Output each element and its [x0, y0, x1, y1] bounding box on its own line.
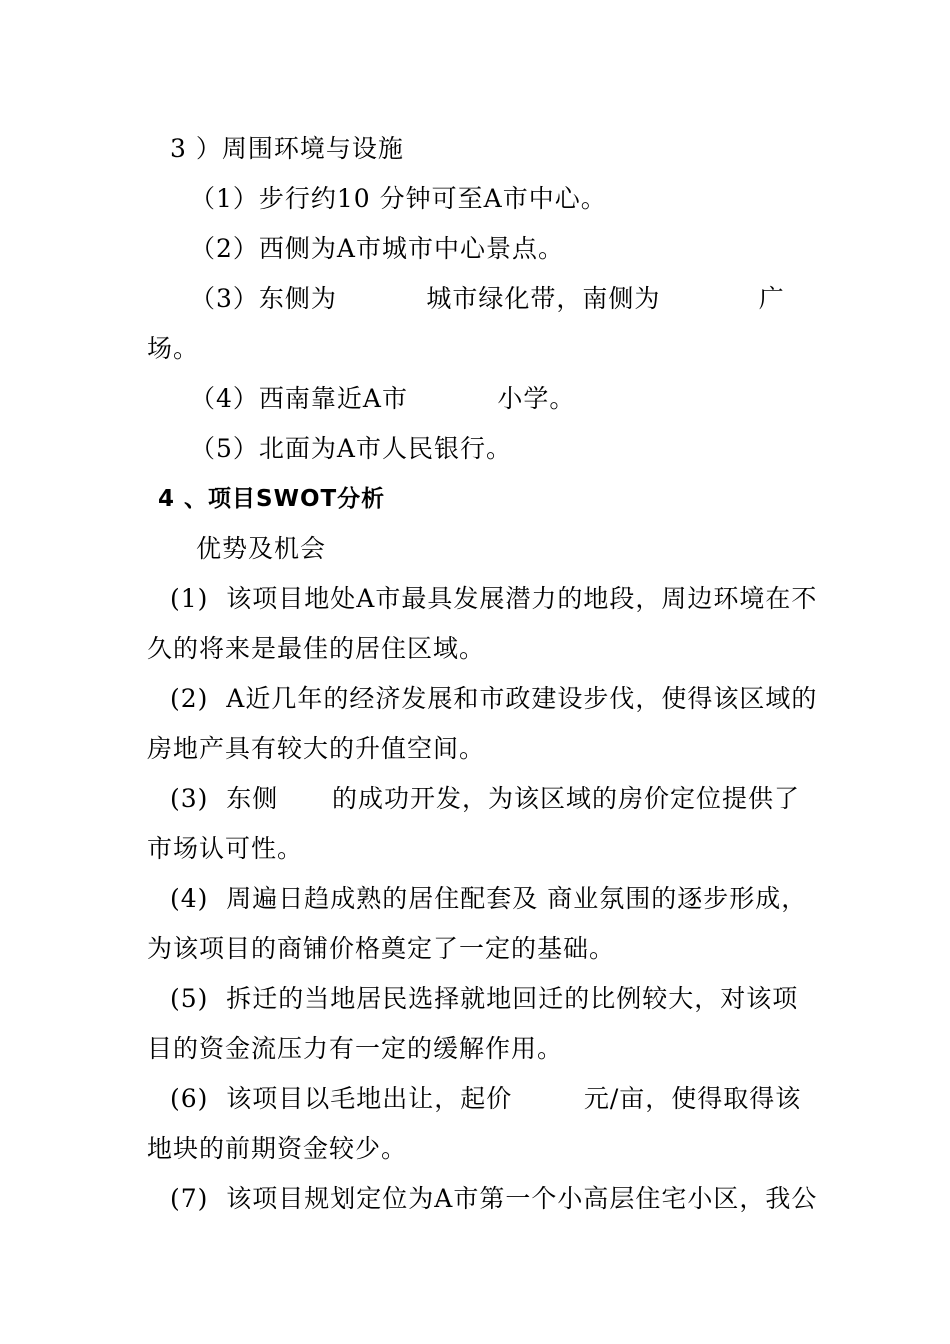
strength-1-line-1: (1) 该项目地处A市最具发展潜力的地段，周边环境在不 [170, 584, 818, 613]
section-3-heading: 3 ）周围环境与设施 [170, 134, 404, 163]
surroundings-item-4: （4）西南靠近A市 小学。 [190, 384, 576, 413]
strength-1-line-2: 久的将来是最佳的居住区域。 [147, 634, 486, 663]
strength-5-line-1: (5) 拆迁的当地居民选择就地回迁的比例较大，对该项 [170, 984, 799, 1013]
strength-5-line-2: 目的资金流压力有一定的缓解作用。 [147, 1034, 564, 1063]
strength-7-line-1: (7) 该项目规划定位为A市第一个小高层住宅小区，我公 [170, 1184, 818, 1213]
strength-4-line-2: 为该项目的商铺价格奠定了一定的基础。 [147, 934, 616, 963]
surroundings-item-1: （1）步行约10 分钟可至A市中心。 [190, 184, 607, 213]
surroundings-item-3-cont: 场。 [147, 334, 200, 363]
strength-3-line-1: (3) 东侧 的成功开发，为该区域的房价定位提供了 [170, 784, 800, 813]
strength-2-line-2: 房地产具有较大的升值空间。 [147, 734, 486, 763]
strength-6-line-2: 地块的前期资金较少。 [147, 1134, 408, 1163]
strength-6-line-1: (6) 该项目以毛地出让，起价 元/亩，使得取得该 [170, 1084, 802, 1113]
surroundings-item-3: （3）东侧为 城市绿化带，南侧为 广 [190, 284, 785, 313]
strength-4-line-1: (4) 周遍日趋成熟的居住配套及 商业氛围的逐步形成， [170, 884, 808, 913]
surroundings-item-2: （2）西侧为A市城市中心景点。 [190, 234, 564, 263]
strength-3-line-2: 市场认可性。 [147, 834, 304, 863]
strengths-subheading: 优势及机会 [196, 534, 327, 563]
strength-2-line-1: (2) A近几年的经济发展和市政建设步伐，使得该区域的 [170, 684, 818, 713]
surroundings-item-5: （5）北面为A市人民银行。 [190, 434, 512, 463]
section-4-heading: 4 、项目SWOT分析 [158, 486, 386, 512]
